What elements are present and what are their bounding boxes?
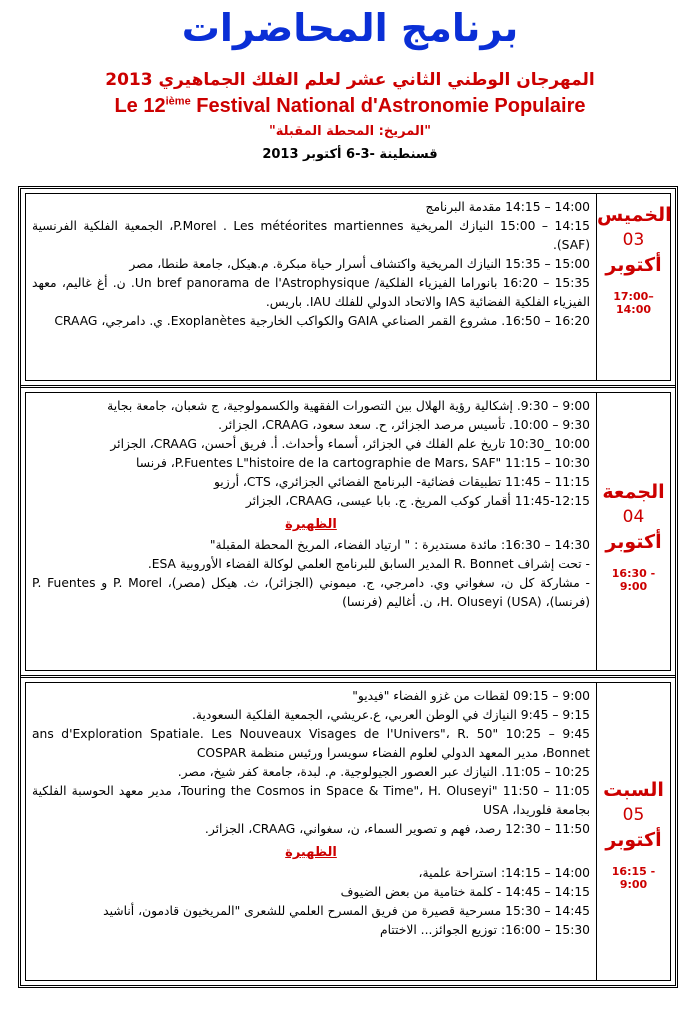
festival-title-arabic: المهرجان الوطني الثاني عشر لعلم الفلك الجماهيري 2013 <box>105 70 595 90</box>
day-month: أكتوبر <box>605 531 662 553</box>
day-label-cell <box>596 682 671 981</box>
program-item: 11:15 – 11:45 تطبيقات فضائية- البرنامج الفضائي الجزائري، CTS، أرزيو <box>213 475 590 489</box>
afternoon-heading: الظهيرة <box>285 517 337 532</box>
program-item: 9:00 – 09:15 لقطات من غزو الفضاء "فيديو" <box>352 689 590 703</box>
festival-fr-prefix: Le 12 <box>114 95 166 117</box>
day-name: الجمعة <box>602 481 665 503</box>
program-item: - تحت إشراف R. Bonnet المدير السابق للبرنامج العلمي لوكالة الفضاء الأوروبية ESA. <box>147 557 590 571</box>
program-item: 9:00 – 9:30. إشكالية رؤية الهلال بين التصورات الفقهية والكسمولوجية، ج شعبان، جامعة بجاية <box>107 399 590 413</box>
day-label-cell <box>596 193 671 381</box>
program-item: - مشاركة كل ن، سغواني وي. دامرجي، ج. ميموني (الجزائر)، ث. هيكل (مصر)، P. Morel و P. Fuentes (فرنسا)، H. Oluseyi (USA)، ن. أغاليم (فرنسا) <box>32 576 590 609</box>
day-name: الخميس <box>597 204 672 226</box>
program-item: 10:00 _10:30 تاريخ علم الفلك في الجزائر، أسماء وأحداث. أ. فريق أحسن، CRAAG، الجزائر <box>110 437 590 451</box>
day-hours: 16:30 - 9:00 <box>611 567 656 593</box>
festival-fr-suffix: Festival National d'Astronomie Populaire <box>190 95 586 117</box>
afternoon-heading: الظهيرة <box>285 845 337 860</box>
program-item: 14:15 – 14:45 - كلمة ختامية من بعض الضيوف <box>340 885 590 899</box>
program-item: 15:00 – 15:35 النيازك المريخية واكتشاف أسرار حياة مبكرة. م.هيكل، جامعة طنطا، مصر <box>129 257 590 271</box>
festival-theme: "المريخ: المحطة المقبلة" <box>268 124 432 139</box>
day-row-friday <box>21 385 675 675</box>
day-number: 04 <box>622 507 645 527</box>
day-content <box>25 392 597 671</box>
program-item: 11:05 – 11:50 "Touring the Cosmos in Space & Time"، H. Oluseyi، مدير معهد الحوسبة الفلكية بجامعة فلوريدا، USA <box>32 784 591 817</box>
day-row-saturday <box>21 675 675 985</box>
program-item: 11:50 – 12:30 رصد، فهم و تصوير السماء، ن، سغواني، CRAAG، الجزائر. <box>204 822 590 836</box>
day-number: 05 <box>622 805 645 825</box>
day-row-thursday <box>21 189 675 385</box>
day-number: 03 <box>622 230 645 250</box>
day-hours: 16:15 - 9:00 <box>611 865 656 891</box>
day-label-cell <box>596 392 671 671</box>
day-content <box>25 193 597 381</box>
program-item: 16:20 – 16:50. مشروع القمر الصناعي GAIA والكواكب الخارجية Exoplanètes. ي. دامرجي، CRAAG <box>54 314 590 328</box>
page-title: برنامج المحاضرات <box>181 6 519 50</box>
program-item: 15:30 – 16:00: توزيع الجوائز... الاختتام <box>379 923 590 937</box>
program-item: 15:35 – 16:20 بانوراما الفيزياء الفلكية/ Un bref panorama de l'Astrophysique. ن. أغ غاليم، معهد الفيزياء الفلكية الفضائية IAS والاتحاد الدولي للفلك IAU. باريس. <box>32 276 591 309</box>
festival-title-french <box>0 95 700 118</box>
program-item: 11:45-12:15 أقمار كوكب المريخ. ج. بابا عيسى، CRAAG، الجزائر <box>245 494 590 508</box>
program-item: 10:25 – 11:05. النيازك عبر العصور الجيولوجية. م. لبدة، جامعة كفر شيخ، مصر. <box>177 765 590 779</box>
program-item: 14:15 – 15:00 النيازك المريخية P.Morel . Les météorites martiennes، الجمعية الفلكية الفرنسية (SAF). <box>32 219 590 252</box>
place-and-dates: قسنطينة -3-6 أكتوبر 2013 <box>262 147 438 162</box>
program-item: 9:15 – 9:45 النيازك في الوطن العربي، ع.عريشي، الجمعية الفلكية السعودية. <box>192 708 590 722</box>
program-item: 14:30 – 16:30: مائدة مستديرة : " ارتياد الفضاء، المريخ المحطة المقبلة" <box>209 538 590 552</box>
program-item: 10:30 – 11:15 "P.Fuentes L"histoire de la cartographie de Mars، SAF، فرنسا <box>136 456 590 470</box>
program-table <box>18 186 678 988</box>
program-item: 14:00 – 14:15: استراحة علمية، <box>418 866 590 880</box>
program-item: 9:45 – 10:25 "50 ans d'Exploration Spatiale. Les Nouveaux Visages de l'Univers"، R. Bonnet، مدير المعهد الدولي لعلوم الفضاء سويسرا ورئيس منظمة COSPAR <box>32 727 590 760</box>
day-month: أكتوبر <box>605 829 662 851</box>
day-content <box>25 682 597 981</box>
day-name: السبت <box>603 779 664 801</box>
program-item: 14:45 – 15:30 مسرحية قصيرة من فريق المسرح العلمي للشعرى "المريخيون قادمون، أناشيد <box>103 904 590 918</box>
program-item: 14:00 – 14:15 مقدمة البرنامج <box>425 200 590 214</box>
program-item: 9:30 – 10:00. تأسيس مرصد الجزائر، ح. سعد سعود، CRAAG، الجزائر. <box>218 418 590 432</box>
day-hours: 17:00–14:00 <box>613 290 654 316</box>
festival-fr-sup: ième <box>165 95 191 108</box>
day-month: أكتوبر <box>605 254 662 276</box>
